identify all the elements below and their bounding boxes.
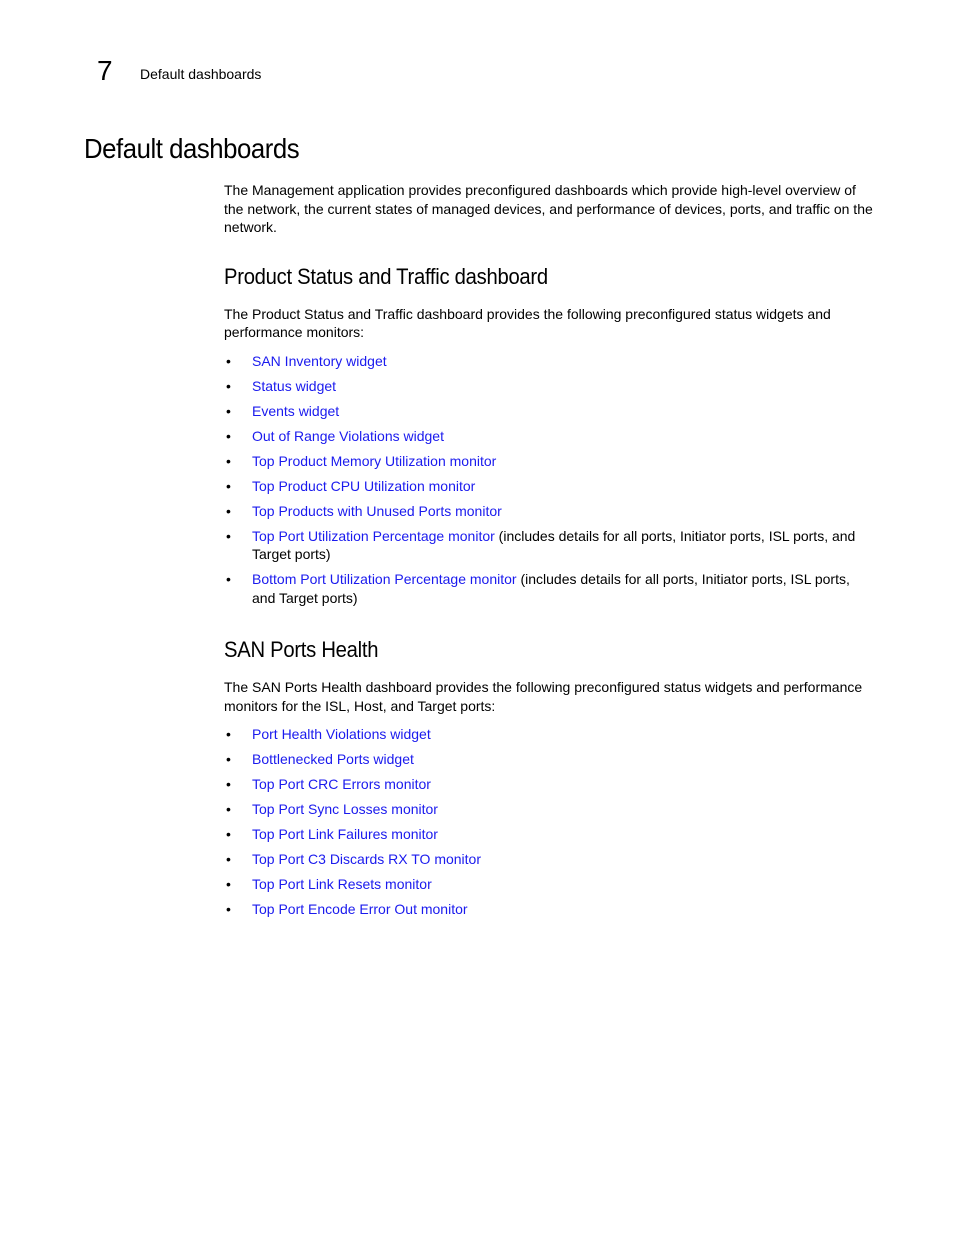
bullet-icon: • <box>226 571 231 587</box>
list-item <box>224 377 874 396</box>
running-head: Default dashboards <box>140 66 262 82</box>
section-body-product-status: The Product Status and Traffic dashboard provides the following preconfigured status widgets and performance monitors: <box>224 305 831 340</box>
bullet-icon: • <box>226 801 231 817</box>
cross-reference-link[interactable]: Bottom Port Utilization Percentage monitor <box>252 571 517 587</box>
cross-reference-link[interactable]: Top Port Link Resets monitor <box>252 876 432 892</box>
bullet-icon: • <box>226 402 231 419</box>
cross-reference-link[interactable]: Top Product CPU Utilization monitor <box>252 477 476 494</box>
chapter-number: 7 <box>97 55 113 86</box>
cross-reference-link[interactable]: Status widget <box>252 377 337 394</box>
list-item <box>224 527 874 564</box>
cross-reference-link[interactable]: Events widget <box>252 402 340 419</box>
list-item-description: (includes details for all ports, Initiator ports, ISL ports, and Target ports) <box>252 527 856 562</box>
list-item <box>224 800 874 819</box>
list-item <box>224 900 874 919</box>
list-item <box>224 402 874 421</box>
cross-reference-link[interactable]: Top Port Sync Losses monitor <box>252 801 438 817</box>
cross-reference-link[interactable]: Out of Range Violations widget <box>252 427 444 444</box>
page-title: Default dashboards <box>84 133 300 164</box>
list-item <box>224 452 874 471</box>
bullet-icon: • <box>226 851 231 867</box>
bullet-icon: • <box>226 826 231 842</box>
bullet-icon: • <box>226 502 231 519</box>
list-item <box>224 570 874 607</box>
bullet-icon: • <box>226 901 231 917</box>
section-heading-product-status: Product Status and Traffic dashboard <box>224 263 548 289</box>
product-status-list <box>224 352 874 608</box>
main-content <box>224 181 874 925</box>
bullet-icon: • <box>226 352 231 369</box>
section-heading-san-ports-health: SAN Ports Health <box>224 637 379 662</box>
cross-reference-link[interactable]: Top Products with Unused Ports monitor <box>252 502 502 519</box>
section-body-san-ports-health: The SAN Ports Health dashboard provides the following preconfigured status widgets and performance monitors for the ISL, Host, and Target ports: <box>224 679 863 714</box>
list-item <box>224 352 874 371</box>
bullet-icon: • <box>226 427 231 444</box>
list-item <box>224 477 874 496</box>
bullet-icon: • <box>226 751 231 767</box>
cross-reference-link[interactable]: Bottlenecked Ports widget <box>252 751 414 767</box>
san-ports-health-list <box>224 725 874 919</box>
list-item <box>224 775 874 794</box>
cross-reference-link[interactable]: Top Port Encode Error Out monitor <box>252 901 468 917</box>
cross-reference-link[interactable]: SAN Inventory widget <box>252 352 387 369</box>
bullet-icon: • <box>226 377 231 394</box>
intro-paragraph: The Management application provides preconfigured dashboards which provide high-level overview of the network, the current states of managed devices, and performance of devices, ports, and traffic on the network. <box>224 182 873 235</box>
bullet-icon: • <box>226 452 231 469</box>
list-item <box>224 427 874 446</box>
list-item <box>224 850 874 869</box>
cross-reference-link[interactable]: Top Port C3 Discards RX TO monitor <box>252 851 482 867</box>
cross-reference-link[interactable]: Top Port Link Failures monitor <box>252 826 438 842</box>
list-item <box>224 502 874 521</box>
list-item <box>224 825 874 844</box>
bullet-icon: • <box>226 876 231 892</box>
cross-reference-link[interactable]: Top Port CRC Errors monitor <box>252 776 431 792</box>
cross-reference-link[interactable]: Port Health Violations widget <box>252 726 431 742</box>
bullet-icon: • <box>226 477 231 494</box>
cross-reference-link[interactable]: Top Product Memory Utilization monitor <box>252 452 497 469</box>
bullet-icon: • <box>226 776 231 792</box>
list-item <box>224 875 874 894</box>
bullet-icon: • <box>226 527 231 544</box>
list-item <box>224 725 874 744</box>
bullet-icon: • <box>226 726 231 742</box>
list-item-description: (includes details for all ports, Initiator ports, ISL ports, and Target ports) <box>252 571 850 606</box>
list-item <box>224 750 874 769</box>
cross-reference-link[interactable]: Top Port Utilization Percentage monitor <box>252 527 495 544</box>
